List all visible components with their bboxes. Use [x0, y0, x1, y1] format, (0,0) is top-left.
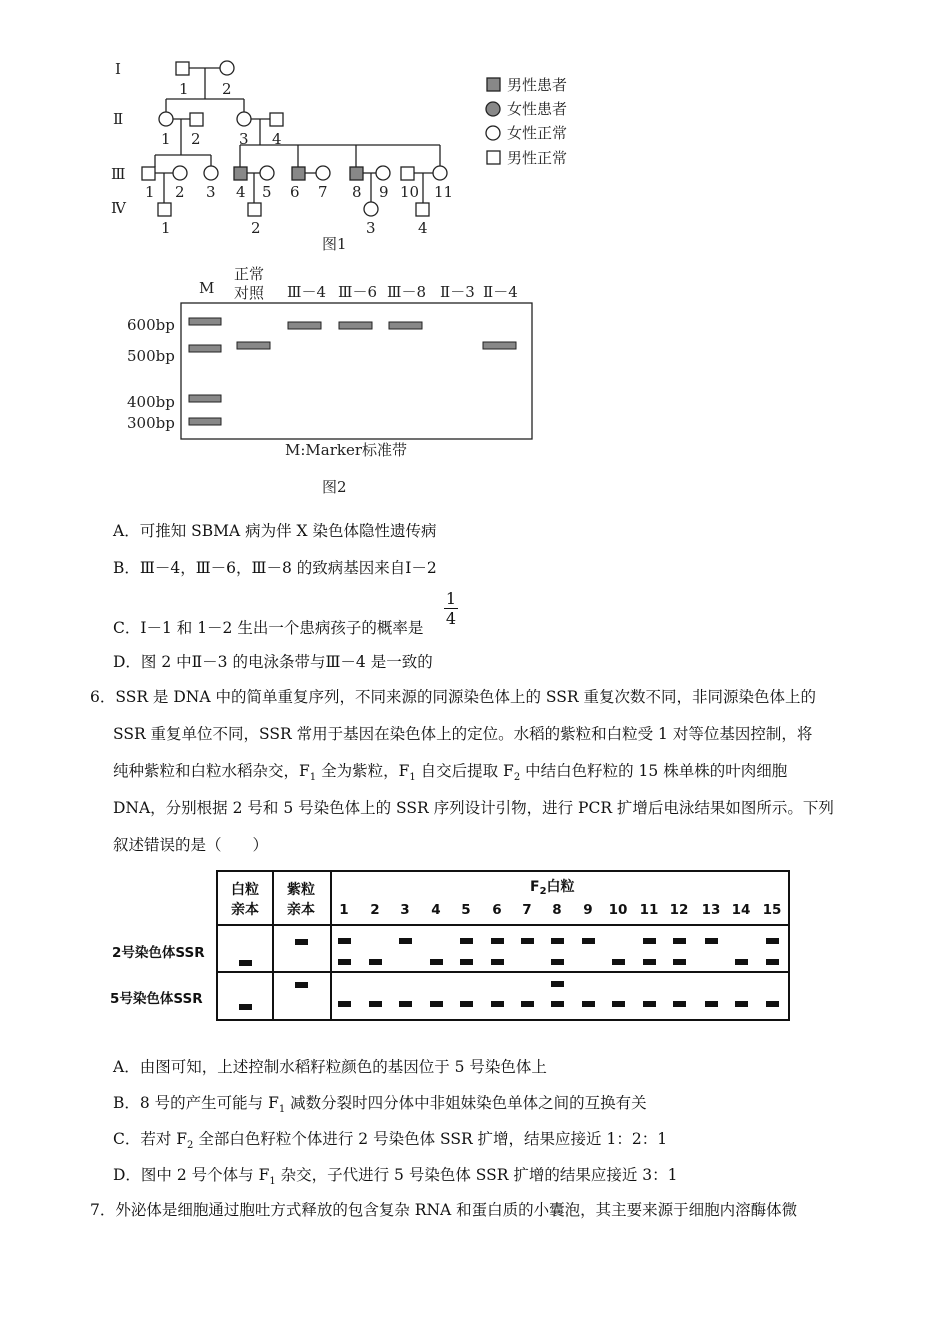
band-chr2-white-parent: [239, 960, 252, 966]
lane-number: 2: [370, 902, 380, 918]
pedigree-figure: [100, 50, 600, 260]
band-chr5-white-parent: [239, 1004, 252, 1010]
band-normal: [237, 342, 270, 349]
gel-note: M:Marker标准带: [285, 441, 408, 459]
q7-stem-line1: 7．外泌体是细胞通过胞吐方式释放的包含复杂 RNA 和蛋白质的小囊泡，其主要来源于细胞内溶酶体微: [90, 1201, 798, 1219]
svg-text:1: 1: [179, 80, 189, 98]
lane-number: 8: [552, 902, 562, 918]
pedigree-II-4: [270, 113, 283, 126]
q5-option-d: D．图 2 中Ⅱ－3 的电泳条带与Ⅲ－4 是一致的: [113, 653, 433, 671]
legend-male-patient: 男性患者: [507, 76, 568, 94]
band-chr2-upper: [521, 938, 534, 944]
pedigree-II-3: [237, 112, 251, 126]
pedigree-IV-2: [248, 203, 261, 216]
legend-male-normal: 男性正常: [507, 149, 568, 167]
band-chr2-lower: [735, 959, 748, 965]
gel-col-normal-2: 对照: [234, 284, 265, 302]
q6-stem-line2: SSR 重复单位不同，SSR 常用于基因在染色体上的定位。水稻的紫粒和白粒受 1 对等位基因控制，将: [113, 725, 813, 743]
band-chr5-lower: [369, 1001, 382, 1007]
band-chr2-lower: [430, 959, 443, 965]
band-chr5-lower: [612, 1001, 625, 1007]
band-chr2-upper: [643, 938, 656, 944]
band-chr5-lower: [766, 1001, 779, 1007]
marker-band-500: [189, 345, 221, 352]
q6-option-a: A．由图可知，上述控制水稻籽粒颜色的基因位于 5 号染色体上: [113, 1058, 547, 1076]
svg-text:9: 9: [379, 183, 389, 201]
svg-text:11: 11: [434, 183, 454, 201]
q6-option-d: D．图中 2 号个体与 $F_1$ 杂交，子代进行 5 号染色体 SSR 扩增的结果应接近 3：1: [113, 1166, 678, 1188]
band-III-4: [288, 322, 321, 329]
pedigree-III-2: [173, 166, 187, 180]
band-chr2-lower: [460, 959, 473, 965]
band-II-4: [483, 342, 516, 349]
pedigree-III-6: [292, 167, 305, 180]
svg-text:Ⅱ－3: Ⅱ－3: [440, 283, 475, 301]
band-chr5-lower: [460, 1001, 473, 1007]
lane-number: 7: [522, 902, 532, 918]
band-chr2-lower: [338, 959, 351, 965]
pedigree-III-4: [234, 167, 247, 180]
band-chr5-lower: [338, 1001, 351, 1007]
band-III-6: [339, 322, 372, 329]
svg-text:Ⅲ－6: Ⅲ－6: [338, 283, 378, 301]
svg-text:3: 3: [239, 130, 249, 148]
svg-text:Ⅲ－4: Ⅲ－4: [287, 283, 327, 301]
lane-number: 11: [639, 902, 659, 918]
band-chr2-lower: [766, 959, 779, 965]
band-chr2-upper: [460, 938, 473, 944]
q6-stem-line4: DNA，分别根据 2 号和 5 号染色体上的 SSR 序列设计引物，进行 PCR 扩增后电泳结果如图所示。下列: [113, 799, 834, 817]
q6-option-b: B．8 号的产生可能与 $F_1$ 减数分裂时四分体中非姐妹染色单体之间的互换有关: [113, 1094, 647, 1116]
band-chr2-lower: [612, 959, 625, 965]
gen-label-IV: Ⅳ: [111, 199, 126, 217]
row-label-chr5: 5号染色体SSR: [110, 991, 203, 1007]
legend-female-normal: 女性正常: [507, 124, 568, 142]
svg-text:600bp: 600bp: [127, 316, 175, 334]
ssr-table: [108, 866, 798, 1026]
lane-number: 14: [731, 902, 751, 918]
pedigree-III-7: [316, 166, 330, 180]
lane-number: 3: [400, 902, 410, 918]
svg-text:4: 4: [236, 183, 246, 201]
svg-text:3: 3: [366, 219, 376, 237]
svg-text:3: 3: [206, 183, 216, 201]
band-chr5-lower: [582, 1001, 595, 1007]
lane-number: 12: [669, 902, 689, 918]
figure2-caption: 图2: [322, 478, 347, 496]
lane-number: 13: [701, 902, 721, 918]
q6-stem-line5: 叙述错误的是（ ）: [113, 836, 269, 854]
svg-text:2: 2: [222, 80, 232, 98]
pedigree-III-9: [376, 166, 390, 180]
q6-stem-line1: 6．SSR 是 DNA 中的简单重复序列，不同来源的同源染色体上的 SSR 重复次数不同，非同源染色体上的: [90, 688, 816, 706]
band-chr2-upper: [399, 938, 412, 944]
marker-band-300: [189, 418, 221, 425]
band-chr5-lower: [521, 1001, 534, 1007]
pedigree-III-8: [350, 167, 363, 180]
band-chr2-upper: [705, 938, 718, 944]
svg-text:6: 6: [290, 183, 300, 201]
q5-option-b: B．Ⅲ－4，Ⅲ－6，Ⅲ－8 的致病基因来自Ⅰ－2: [113, 559, 437, 577]
lane-number: 5: [461, 902, 471, 918]
band-chr2-lower: [643, 959, 656, 965]
band-chr2-lower: [551, 959, 564, 965]
svg-text:8: 8: [352, 183, 362, 201]
lane-number: 6: [492, 902, 502, 918]
pedigree-II-1: [159, 112, 173, 126]
svg-text:1: 1: [145, 183, 155, 201]
band-chr2-upper: [766, 938, 779, 944]
svg-text:2: 2: [175, 183, 185, 201]
svg-text:F2白粒: $F_2$白粒: [530, 879, 575, 897]
q5-option-a: A．可推知 SBMA 病为伴 X 染色体隐性遗传病: [113, 522, 437, 540]
lane-number: 10: [608, 902, 628, 918]
band-chr5-lower: [735, 1001, 748, 1007]
band-chr5-lower: [673, 1001, 686, 1007]
lane-number: 15: [762, 902, 782, 918]
svg-text:Ⅲ－8: Ⅲ－8: [387, 283, 427, 301]
band-chr5-purple-parent: [295, 982, 308, 988]
svg-text:Ⅱ－4: Ⅱ－4: [483, 283, 518, 301]
gen-label-III: Ⅲ: [111, 165, 126, 183]
svg-text:5: 5: [262, 183, 272, 201]
band-chr5-lower: [399, 1001, 412, 1007]
marker-band-400: [189, 395, 221, 402]
lane-number: 9: [583, 902, 593, 918]
pedigree-IV-1: [158, 203, 171, 216]
band-chr5-lower: [551, 1001, 564, 1007]
svg-text:500bp: 500bp: [127, 347, 175, 365]
marker-band-600: [189, 318, 221, 325]
pedigree-I-1: [176, 62, 189, 75]
band-chr2-upper: [673, 938, 686, 944]
band-chr2-upper: [551, 938, 564, 944]
band-chr2-upper: [582, 938, 595, 944]
pedigree-II-2: [190, 113, 203, 126]
band-chr2-lower: [673, 959, 686, 965]
band-chr2-lower: [369, 959, 382, 965]
gel-figure: [120, 255, 560, 500]
svg-text:2: 2: [191, 130, 201, 148]
svg-text:白粒: 白粒: [231, 882, 259, 898]
svg-text:4: 4: [418, 219, 428, 237]
lane-number: 1: [339, 902, 349, 918]
q5-option-c: C．Ⅰ－1 和 1－2 生出一个患病孩子的概率是: [113, 619, 424, 637]
gen-label-I: Ⅰ: [115, 60, 121, 78]
lane-number: 4: [431, 902, 441, 918]
band-III-8: [389, 322, 422, 329]
svg-text:10: 10: [400, 183, 420, 201]
band-chr2-upper: [338, 938, 351, 944]
svg-text:亲本: 亲本: [231, 902, 259, 918]
svg-text:紫粒: 紫粒: [287, 882, 315, 898]
svg-text:4: 4: [272, 130, 282, 148]
band-chr5-lower: [491, 1001, 504, 1007]
band-chr2-upper: [491, 938, 504, 944]
pedigree-III-5: [260, 166, 274, 180]
figure1-caption: 图1: [322, 235, 347, 253]
pedigree-III-10: [401, 167, 414, 180]
pedigree-IV-4: [416, 203, 429, 216]
pedigree-III-1: [142, 167, 155, 180]
band-chr5-lower: [705, 1001, 718, 1007]
q5-fraction: 1 4: [445, 589, 457, 628]
legend-female-patient: 女性患者: [507, 100, 568, 118]
pedigree-IV-3: [364, 202, 378, 216]
pedigree-III-11: [433, 166, 447, 180]
q6-stem-line3: 纯种紫粒和白粒水稻杂交，$F_1$ 全为紫粒，$F_1$ 自交后提取 $F_2$ 中结白色籽粒的 15 株单株的叶肉细胞: [113, 762, 788, 784]
band-chr2-purple-parent: [295, 939, 308, 945]
svg-text:300bp: 300bp: [127, 414, 175, 432]
svg-text:7: 7: [318, 183, 328, 201]
band-chr5-lower: [430, 1001, 443, 1007]
q6-option-c: C．若对 $F_2$ 全部白色籽粒个体进行 2 号染色体 SSR 扩增，结果应接近 1：2：1: [113, 1130, 668, 1152]
svg-text:1: 1: [161, 219, 171, 237]
svg-text:亲本: 亲本: [287, 902, 315, 918]
svg-text:400bp: 400bp: [127, 393, 175, 411]
row-label-chr2: 2号染色体SSR: [112, 945, 205, 961]
svg-text:2: 2: [251, 219, 261, 237]
gen-label-II: Ⅱ: [113, 110, 124, 128]
gel-col-marker: M: [199, 279, 215, 297]
pedigree-I-2: [220, 61, 234, 75]
band-chr5-upper: [551, 981, 564, 987]
band-chr2-lower: [491, 959, 504, 965]
gel-col-normal-1: 正常: [234, 265, 265, 283]
pedigree-III-3: [204, 166, 218, 180]
svg-text:1: 1: [161, 130, 171, 148]
band-chr5-lower: [643, 1001, 656, 1007]
